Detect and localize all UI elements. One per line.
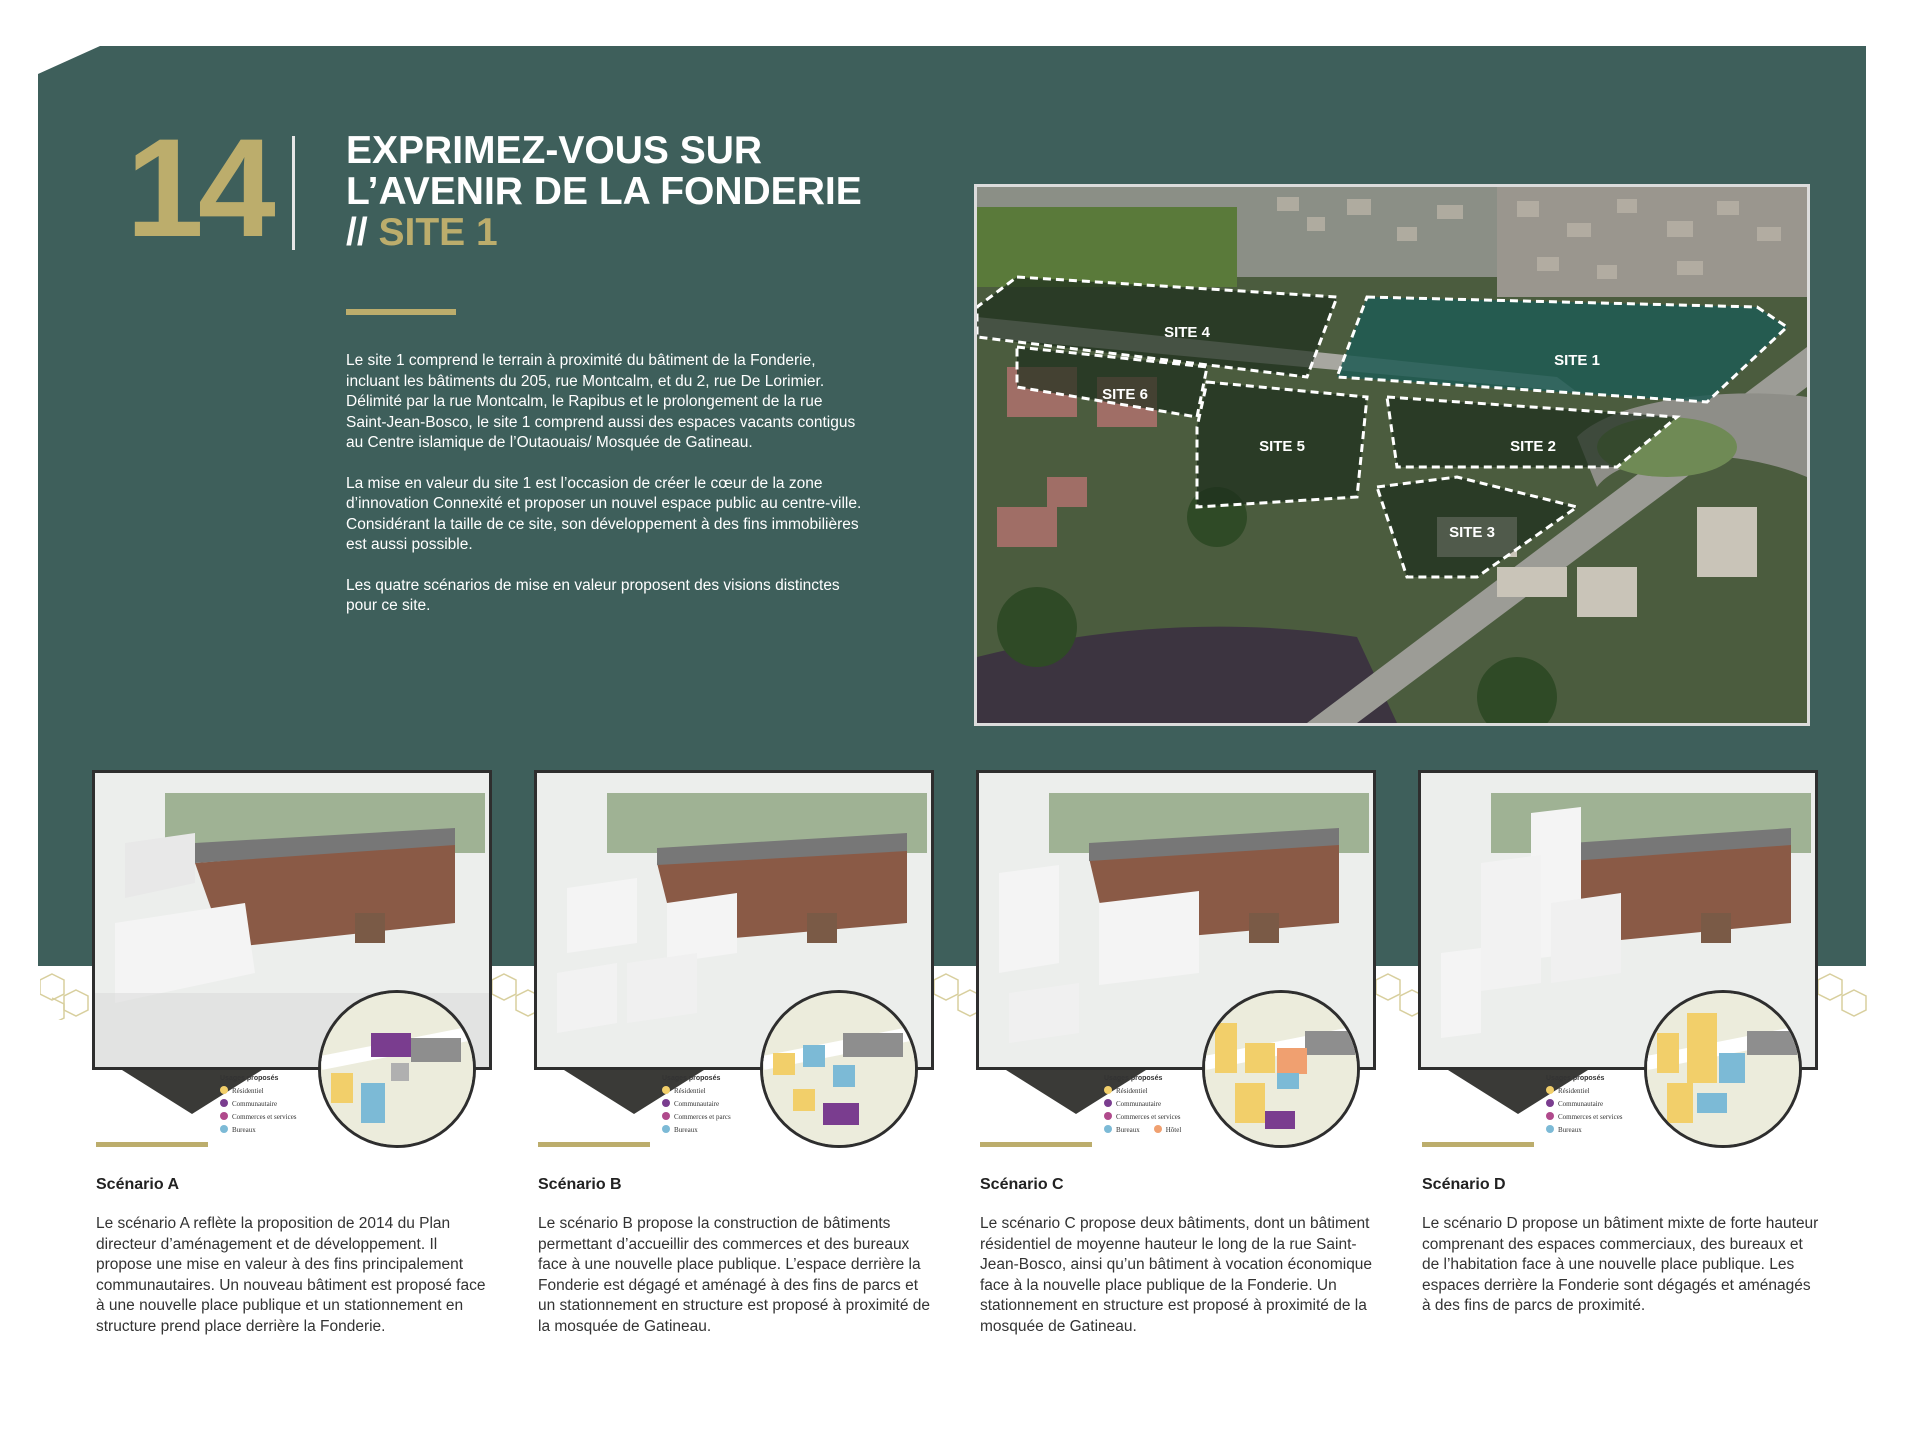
legend-label: Commerces et services <box>232 1113 297 1121</box>
legend-item <box>1104 1085 1181 1098</box>
site-3-label: SITE 3 <box>1449 524 1495 541</box>
commerces-swatch <box>1104 1112 1112 1120</box>
legend-item <box>1546 1111 1623 1124</box>
scenario-a-description: Le scénario A reflète la proposition de 2014 du Plan directeur d’aménagement et de développement. Il propose une mise en valeur à des fins principalement communautaires. Un nouveau bâtiment est proposé face à une nouvelle place publique et un stationnement en structure prend place derrière la Fonderie. <box>96 1215 486 1335</box>
legend-item <box>662 1085 731 1098</box>
scenario-c-description: Le scénario C propose deux bâtiments, dont un bâtiment résidentiel de moyenne hauteur le long de la rue Saint-Jean-Bosco, ainsi qu’un bâtiment à vocation économique face à la nouvelle place publique de la Fonderie. Un stationnement en structure est proposé à proximité de la mosquée de Gatineau. <box>980 1215 1373 1335</box>
hexagon-pattern-icon <box>40 968 90 1020</box>
legend-label: Bureaux <box>1558 1126 1582 1134</box>
scenario-d-usage-diagram <box>1644 990 1802 1148</box>
legend-item <box>662 1111 731 1124</box>
usage-diagram-svg <box>321 993 473 1145</box>
legend-heading: Usages proposés <box>1104 1075 1163 1082</box>
usage-legend <box>1546 1072 1623 1137</box>
title-line-1: EXPRIMEZ-VOUS SUR <box>346 129 763 172</box>
legend-heading: Usages proposés <box>220 1075 279 1082</box>
communautaire-swatch <box>662 1099 670 1107</box>
commerces-swatch <box>1546 1112 1554 1120</box>
scenario-a-card <box>92 770 492 1134</box>
commerces-swatch <box>662 1112 670 1120</box>
legend-label: Résidentiel <box>1558 1087 1590 1095</box>
site-4-label: SITE 4 <box>1164 324 1210 341</box>
scenario-b-rule <box>538 1142 650 1147</box>
page-title <box>346 130 862 253</box>
usage-diagram-svg <box>763 993 915 1145</box>
title-prefix: // <box>346 211 379 254</box>
legend-item <box>220 1124 297 1137</box>
legend-item <box>662 1098 731 1111</box>
site-2-label: SITE 2 <box>1510 438 1556 455</box>
communautaire-swatch <box>1546 1099 1554 1107</box>
gold-rule <box>346 309 456 315</box>
residentiel-swatch <box>1104 1086 1112 1094</box>
intro-paragraph-2: La mise en valeur du site 1 est l’occasion de créer le cœur de la zone d’innovation Connexité et proposer un nouvel espace public au centre-ville. Considérant la taille de ce site, son développement à des fins immobilières est aussi possible. <box>346 474 862 553</box>
title-line-2: L’AVENIR DE LA FONDERIE <box>346 170 862 213</box>
usage-diagram-svg <box>1205 993 1357 1145</box>
residentiel-swatch <box>220 1086 228 1094</box>
scenario-d-description: Le scénario D propose un bâtiment mixte de forte hauteur comprenant des espaces commerciaux, des bureaux et de l’habitation face à une nouvelle place publique. Les espaces derrière la Fonderie sont dégagés et aménagés à des fins de parcs de proximité. <box>1422 1215 1819 1314</box>
scenario-d-title: Scénario D <box>1422 1176 1506 1193</box>
site-6-label: SITE 6 <box>1102 386 1148 403</box>
intro-text <box>346 351 866 637</box>
scenario-d-rule <box>1422 1142 1534 1147</box>
scenario-b-card <box>534 770 934 1134</box>
scenario-c-card <box>976 770 1376 1134</box>
scenario-b-usage-diagram <box>760 990 918 1148</box>
legend-label: Bureaux <box>674 1126 698 1134</box>
scenario-d-card <box>1418 770 1818 1134</box>
usage-legend <box>220 1072 297 1137</box>
legend-item <box>1546 1085 1623 1098</box>
legend-heading: Usages proposés <box>662 1075 721 1082</box>
communautaire-swatch <box>1104 1099 1112 1107</box>
legend-label: Hôtel <box>1165 1126 1182 1134</box>
scenario-a-rule <box>96 1142 208 1147</box>
intro-paragraph-1: Le site 1 comprend le terrain à proximité du bâtiment de la Fonderie, incluant les bâtiments du 205, rue Montcalm, et du 2, rue De Lorimier. Délimité par la rue Montcalm, le Rapibus et le prolongement de la rue Saint-Jean-Bosco, le site 1 comprend aussi des espaces vacants contigus au Centre islamique de l’Outaouais/ Mosquée de Gatineau. <box>346 352 856 451</box>
legend-label: Communautaire <box>1558 1100 1604 1108</box>
commerces-swatch <box>220 1112 228 1120</box>
scenario-c-title: Scénario C <box>980 1176 1064 1193</box>
intro-paragraph-3: Les quatre scénarios de mise en valeur proposent des visions distinctes pour ce site. <box>346 576 840 614</box>
legend-item <box>1104 1111 1181 1124</box>
scenario-b-description: Le scénario B propose la construction de bâtiments permettant d’accueillir des commerces et des bureaux face à une nouvelle place publique. L’espace derrière la Fonderie est dégagé et aménagé à des fins de parcs et un stationnement en structure est proposé à proximité de la mosquée de Gatineau. <box>538 1215 931 1335</box>
legend-label: Bureaux <box>232 1126 256 1134</box>
scenario-a-title: Scénario A <box>96 1176 179 1193</box>
legend-label: Résidentiel <box>232 1087 264 1095</box>
scenario-c-usage-diagram <box>1202 990 1360 1148</box>
legend-item <box>220 1111 297 1124</box>
usage-diagram-svg <box>1647 993 1799 1145</box>
legend-item <box>1104 1098 1181 1111</box>
bureaux-swatch <box>220 1125 228 1133</box>
legend-heading: Usages proposés <box>1546 1075 1605 1082</box>
title-line-3 <box>346 212 862 253</box>
hexagon-pattern-icon <box>1818 968 1868 1020</box>
legend-label: Résidentiel <box>674 1087 706 1095</box>
legend-label: Communautaire <box>1116 1100 1162 1108</box>
legend-item <box>220 1085 297 1098</box>
site-5-label: SITE 5 <box>1259 438 1305 455</box>
aerial-site-map <box>974 184 1810 726</box>
bureaux-swatch <box>662 1125 670 1133</box>
legend-label: Résidentiel <box>1116 1087 1148 1095</box>
scenario-c-rule <box>980 1142 1092 1147</box>
legend-item <box>662 1124 731 1137</box>
scenario-a-usage-diagram <box>318 990 476 1148</box>
residentiel-swatch <box>662 1086 670 1094</box>
title-divider <box>292 136 295 250</box>
usage-legend <box>1104 1072 1181 1137</box>
bureaux-swatch <box>1104 1125 1112 1133</box>
page-number: 14 <box>126 109 270 266</box>
legend-item <box>220 1098 297 1111</box>
communautaire-swatch <box>220 1099 228 1107</box>
legend-item <box>1104 1124 1181 1137</box>
title-site: SITE 1 <box>378 211 498 254</box>
site-1-label: SITE 1 <box>1554 352 1600 369</box>
legend-label: Communautaire <box>232 1100 278 1108</box>
scenario-b-title: Scénario B <box>538 1176 622 1193</box>
legend-label: Bureaux <box>1116 1126 1140 1134</box>
aerial-map-svg <box>977 187 1807 723</box>
bureaux-swatch <box>1546 1125 1554 1133</box>
hotel-swatch <box>1154 1125 1162 1133</box>
legend-label: Commerces et services <box>1558 1113 1623 1121</box>
legend-label: Commerces et parcs <box>674 1113 731 1121</box>
legend-item <box>1546 1124 1623 1137</box>
residentiel-swatch <box>1546 1086 1554 1094</box>
legend-item <box>1546 1098 1623 1111</box>
legend-label: Communautaire <box>674 1100 720 1108</box>
usage-legend <box>662 1072 731 1137</box>
legend-label: Commerces et services <box>1116 1113 1181 1121</box>
